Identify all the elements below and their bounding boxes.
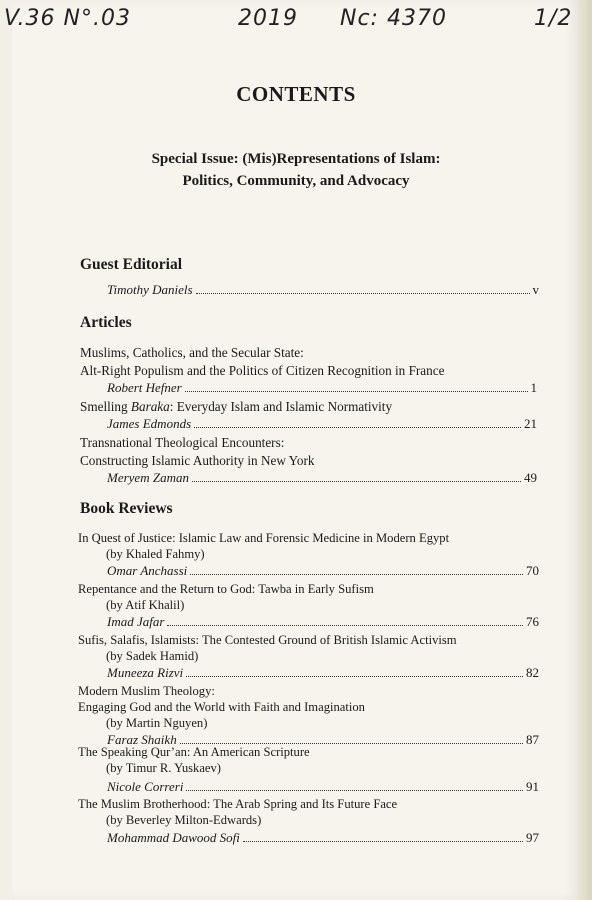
toc-entry-review[interactable] xyxy=(107,614,539,630)
leader-dots xyxy=(192,480,521,482)
article-title-line: Muslims, Catholics, and the Secular State: xyxy=(80,345,304,360)
toc-entry-review[interactable] xyxy=(107,563,539,579)
special-issue-title xyxy=(0,148,592,192)
entry-author: Omar Anchassi xyxy=(107,563,188,578)
entry-page-number: 97 xyxy=(526,830,539,845)
toc-entry-article[interactable] xyxy=(107,380,537,396)
toc-entry-guest-editorial[interactable] xyxy=(107,282,539,298)
review-reviewed-by: (by Martin Nguyen) xyxy=(106,716,208,730)
title-italic: Baraka xyxy=(130,399,170,414)
review-title-line: Sufis, Salafis, Islamists: The Contested Ground of British Islamic Activism xyxy=(78,633,457,647)
special-issue-line1: Special Issue: (Mis)Representations of Islam: xyxy=(151,151,441,167)
review-reviewed-by: (by Sadek Hamid) xyxy=(106,649,199,663)
review-reviewed-by: (by Khaled Fahmy) xyxy=(106,547,205,561)
entry-page-number: 21 xyxy=(524,416,537,431)
page-edge xyxy=(578,0,592,900)
review-reviewed-by: (by Beverley Milton-Edwards) xyxy=(106,813,262,827)
handwritten-call-number: Nc: 4370 xyxy=(340,6,447,31)
entry-author: Muneeza Rizvi xyxy=(107,665,184,680)
entry-author: James Edmonds xyxy=(107,416,192,431)
entry-author: Mohammad Dawood Sofi xyxy=(107,830,240,845)
entry-author: Meryem Zaman xyxy=(107,470,189,485)
book-reviews-heading: Book Reviews xyxy=(80,500,173,517)
article-title-line xyxy=(80,398,392,415)
leader-dots xyxy=(185,390,528,392)
handwritten-volume: V.36 N°.03 xyxy=(4,6,131,31)
leader-dots xyxy=(194,426,521,428)
entry-page-number: 82 xyxy=(526,665,539,680)
entry-page-number: 76 xyxy=(526,614,539,629)
entry-author: Faraz Shaikh xyxy=(107,732,177,747)
review-title-line: Repentance and the Return to God: Tawba in Early Sufism xyxy=(78,582,374,596)
toc-entry-review[interactable] xyxy=(107,779,539,795)
entry-author: Nicole Correri xyxy=(107,779,184,794)
review-reviewed-by: (by Atif Khalil) xyxy=(106,598,185,612)
leader-dots xyxy=(196,292,530,294)
articles-heading: Articles xyxy=(80,314,132,331)
leader-dots xyxy=(167,624,523,626)
page-title: CONTENTS xyxy=(236,82,356,106)
leader-dots xyxy=(190,573,523,575)
entry-author: Timothy Daniels xyxy=(107,282,193,297)
review-reviewed-by: (by Timur R. Yuskaev) xyxy=(106,761,221,775)
entry-page-number: 70 xyxy=(526,563,539,578)
title-suffix: : Everyday Islam and Islamic Normativity xyxy=(169,399,393,414)
handwritten-year: 2019 xyxy=(238,6,298,31)
leader-dots xyxy=(186,675,523,677)
toc-entry-review[interactable] xyxy=(107,665,539,681)
entry-page-number: 1 xyxy=(530,380,537,395)
entry-page-number: 49 xyxy=(524,470,537,485)
review-title-line: Engaging God and the World with Faith and Imagination xyxy=(78,700,365,714)
review-title-line: The Speaking Qur’an: An American Scripture xyxy=(78,745,310,759)
entry-page-number: 87 xyxy=(526,732,539,747)
entry-author: Imad Jafar xyxy=(107,614,165,629)
review-title-line: In Quest of Justice: Islamic Law and Forensic Medicine in Modern Egypt xyxy=(78,531,450,545)
title-prefix: Smelling xyxy=(80,399,131,414)
toc-entry-article[interactable] xyxy=(107,470,537,486)
leader-dots xyxy=(243,840,523,842)
article-title-line: Alt-Right Populism and the Politics of Citizen Recognition in France xyxy=(80,363,445,378)
handwritten-fraction: 1/2 xyxy=(534,6,573,31)
entry-page-number: 91 xyxy=(526,779,539,794)
review-title-line: Modern Muslim Theology: xyxy=(78,684,215,698)
article-title-line: Transnational Theological Encounters: xyxy=(80,435,285,450)
leader-dots xyxy=(186,789,523,791)
review-title-line: The Muslim Brotherhood: The Arab Spring and Its Future Face xyxy=(78,797,398,811)
article-title-line: Constructing Islamic Authority in New York xyxy=(80,453,315,468)
special-issue-line2: Politics, Community, and Advocacy xyxy=(182,173,410,189)
entry-page-number: v xyxy=(532,282,539,297)
toc-entry-review[interactable] xyxy=(107,830,539,846)
guest-editorial-heading: Guest Editorial xyxy=(80,256,183,273)
entry-author: Robert Hefner xyxy=(107,380,182,395)
toc-entry-article[interactable] xyxy=(107,416,537,432)
